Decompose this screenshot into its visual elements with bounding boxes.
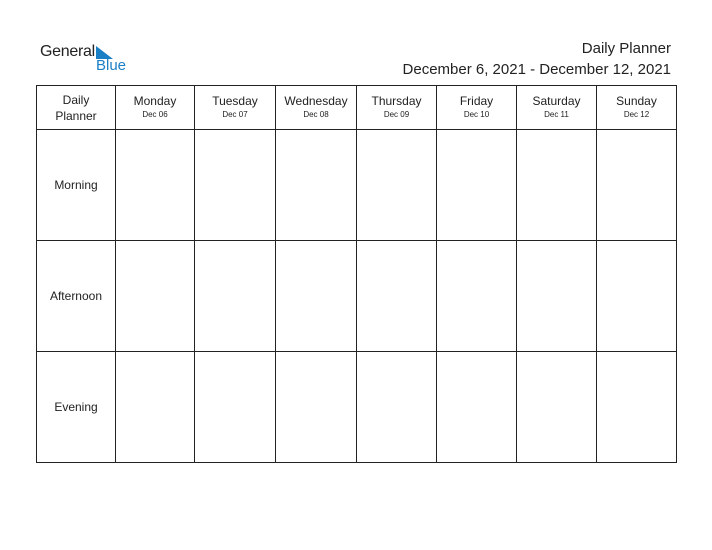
- planner-cell[interactable]: [357, 352, 437, 463]
- slot-label: Afternoon: [37, 241, 116, 352]
- planner-cell[interactable]: [357, 130, 437, 241]
- slot-label: Morning: [37, 130, 116, 241]
- planner-cell[interactable]: [437, 241, 517, 352]
- page-title: Daily Planner: [581, 40, 671, 57]
- planner-cell[interactable]: [597, 130, 677, 241]
- day-header-saturday: Saturday Dec 11: [517, 86, 597, 130]
- day-header-wednesday: Wednesday Dec 08: [276, 86, 357, 130]
- planner-cell[interactable]: [437, 130, 517, 241]
- header-row: [37, 86, 677, 130]
- planner-cell[interactable]: [276, 352, 357, 463]
- day-header-tuesday: Tuesday Dec 07: [195, 86, 276, 130]
- date-range: December 6, 2021 - December 12, 2021: [402, 61, 671, 78]
- logo: [40, 43, 127, 75]
- planner-cell[interactable]: [195, 352, 276, 463]
- day-header-sunday: Sunday Dec 12: [597, 86, 677, 130]
- slot-label: Evening: [37, 352, 116, 463]
- planner-cell[interactable]: [517, 352, 597, 463]
- corner-cell: Daily Planner: [37, 86, 116, 130]
- planner-cell[interactable]: [116, 352, 195, 463]
- planner-cell[interactable]: [437, 352, 517, 463]
- slot-row-afternoon: [37, 241, 677, 352]
- day-header-thursday: Thursday Dec 09: [357, 86, 437, 130]
- planner-table: [36, 85, 677, 463]
- planner-cell[interactable]: [195, 130, 276, 241]
- slot-row-morning: [37, 130, 677, 241]
- planner-cell[interactable]: [276, 130, 357, 241]
- planner-cell[interactable]: [116, 130, 195, 241]
- planner-cell[interactable]: [195, 241, 276, 352]
- planner-cell[interactable]: [517, 241, 597, 352]
- planner-cell[interactable]: [597, 352, 677, 463]
- planner-cell[interactable]: [597, 241, 677, 352]
- day-header-monday: Monday Dec 06: [116, 86, 195, 130]
- logo-text-general: General: [40, 43, 95, 60]
- planner-cell[interactable]: [276, 241, 357, 352]
- day-header-friday: Friday Dec 10: [437, 86, 517, 130]
- planner-cell[interactable]: [357, 241, 437, 352]
- planner-cell[interactable]: [116, 241, 195, 352]
- logo-text-blue: Blue: [96, 57, 127, 74]
- planner-cell[interactable]: [517, 130, 597, 241]
- slot-row-evening: [37, 352, 677, 463]
